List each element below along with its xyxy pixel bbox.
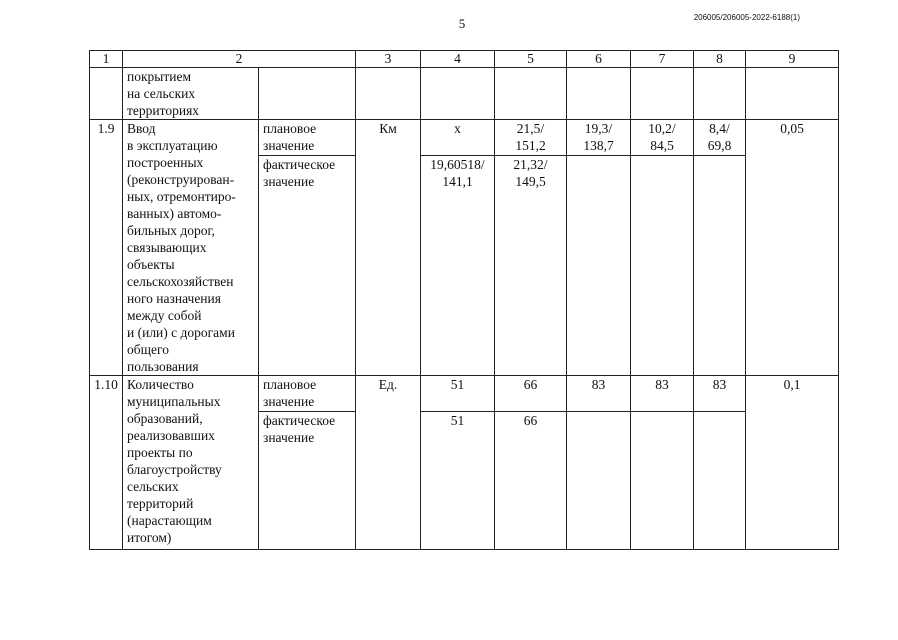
fact-label: фактическое значение xyxy=(263,157,336,189)
fact-value: 51 xyxy=(450,413,465,428)
header-cell: 4 xyxy=(421,51,495,68)
row-number: 1.9 xyxy=(90,120,123,376)
fact-value: 21,32/ 149,5 xyxy=(513,157,548,189)
indicator-row xyxy=(90,120,839,376)
page-number: 5 xyxy=(458,16,466,31)
weight-cell: 0,1 xyxy=(746,376,839,550)
indicator-name: Количество муниципальных образований, реализовавших проекты по благоустройству сельских территорий (нарастающим итогом) xyxy=(123,376,259,550)
plan-value: 66 xyxy=(495,376,566,412)
plan-value: 19,3/ 138,7 xyxy=(567,120,630,156)
plan-value: 10,2/ 84,5 xyxy=(631,120,693,156)
header-cell: 8 xyxy=(694,51,746,68)
fact-value: 66 xyxy=(523,413,538,428)
header-cell: 1 xyxy=(90,51,123,68)
plan-label: плановое значение xyxy=(259,376,355,412)
header-cell: 9 xyxy=(746,51,839,68)
header-cell: 3 xyxy=(356,51,421,68)
row-number: 1.10 xyxy=(90,376,123,550)
plan-value: х xyxy=(421,120,494,156)
indicator-row xyxy=(90,376,839,550)
plan-value: 83 xyxy=(631,376,693,412)
plan-value: 21,5/ 151,2 xyxy=(495,120,566,156)
indicators-table xyxy=(89,50,839,550)
weight-cell: 0,05 xyxy=(746,120,839,376)
plan-value: 8,4/ 69,8 xyxy=(694,120,745,156)
continuation-row xyxy=(90,68,839,120)
fact-label: фактическое значение xyxy=(263,413,336,445)
plan-value: 51 xyxy=(421,376,494,412)
unit-cell: Км xyxy=(356,120,421,376)
header-cell: 7 xyxy=(631,51,694,68)
plan-value: 83 xyxy=(694,376,745,412)
continuation-text: покрытием на сельских территориях xyxy=(123,68,259,120)
indicator-name: Ввод в эксплуатацию построенных (реконструирован- ных, отремонтиро- ванных) автомо- бильных дорог, связывающих объекты сельскохозяйствен ного назначения между собой и (или) с дорогами общего пользования xyxy=(123,120,259,376)
header-cell: 6 xyxy=(567,51,631,68)
unit-cell: Ед. xyxy=(356,376,421,550)
header-cell: 5 xyxy=(495,51,567,68)
document-id: 206005/206005-2022-6188(1) xyxy=(693,13,800,22)
header-cell: 2 xyxy=(123,51,356,68)
plan-value: 83 xyxy=(567,376,630,412)
fact-value: 19,60518/ 141,1 xyxy=(430,157,485,189)
column-number-row xyxy=(90,51,839,68)
plan-label: плановое значение xyxy=(259,120,355,156)
